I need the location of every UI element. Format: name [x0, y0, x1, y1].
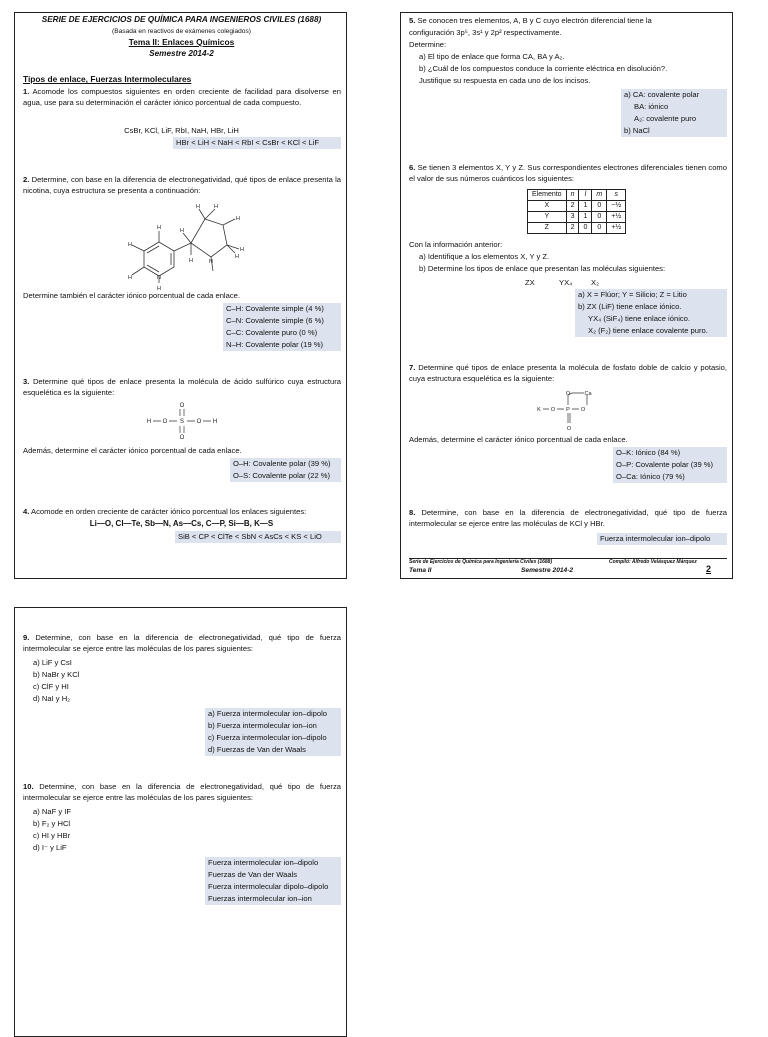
q10-item: a) NaF y IF [33, 807, 71, 816]
question-4: 4. Acomode en orden creciente de carácter iónico porcentual los enlaces siguientes: [23, 507, 307, 516]
q9-item: b) NaBr y KCl [33, 670, 80, 679]
atom-label-k: K [537, 407, 541, 413]
question-6: 6. Se tienen 3 elementos X, Y y Z. Sus correspondientes electrones diferenciales tienen como el valor de sus números cuánticos los siguientes: [409, 163, 727, 183]
q3-answer-box: O–H: Covalente polar (39 %) O–S: Covalente polar (22 %) [230, 458, 341, 482]
worksheet-page-3 [14, 607, 347, 1037]
worksheet-page-1 [14, 12, 347, 579]
q6-part-a: a) Identifique a los elementos X, Y y Z. [419, 252, 550, 261]
table-cell: +½ [607, 212, 626, 223]
q1-compound-list: CsBr, KCl, LiF, RbI, NaH, HBr, LiH [124, 126, 239, 135]
table-header: n [566, 190, 579, 201]
atom-label-o: O [162, 419, 168, 425]
table-cell: −½ [607, 201, 626, 212]
question-10: 10. Determine, con base en la diferencia de electronegatividad, qué tipo de fuerza intermolecular se ejerce entre las moléculas de los pares siguientes: [23, 782, 341, 802]
atom-label-h: H [214, 204, 218, 210]
page-subtitle: (Basada en reactivos de exámenes colegiados) [112, 28, 251, 35]
section-heading: Tipos de enlace, Fuerzas Intermoleculares [23, 74, 192, 84]
footer-tema: Tema II [409, 567, 432, 574]
table-header: s [607, 190, 626, 201]
atom-label-h: H [189, 258, 193, 264]
q5-part-a: a) El tipo de enlace que forma CA, BA y A₂. [419, 52, 565, 61]
q5-determine: Determine: [409, 40, 447, 49]
atom-label-o: O [179, 403, 185, 409]
sulfuric-acid-structure-diagram [143, 401, 223, 441]
q6-answer-box: a) X = Flúor; Y = Silicio; Z = Litio b) ZX (LiF) tiene enlace iónico. YX₄ (SiF₄) tiene enlace iónico. X₂ (F₂) tiene enlace covalente puro. [575, 289, 727, 337]
table-cell: 0 [592, 201, 607, 212]
question-8: 8. Determine, con base en la diferencia de electronegatividad, qué tipo de fuerza intermolecular se ejerce entre las moléculas de KCl y HBr. [409, 508, 727, 528]
q9-answer-box: a) Fuerza intermolecular ion–dipolo b) Fuerza intermolecular ion–ion c) Fuerza intermolecular ion–dipolo d) Fuerzas de Van der Waals [205, 708, 341, 756]
table-header-row [528, 190, 626, 201]
semestre-heading: Semestre 2014-2 [149, 49, 214, 58]
q5-justify: Justifique su respuesta en cada uno de los incisos. [419, 76, 591, 85]
footer-compiler: Compiló: Alfredo Velásquez Márquez [609, 559, 697, 565]
table-cell: 1 [579, 201, 592, 212]
atom-label-p: P [566, 407, 570, 413]
atom-label-o: O [580, 407, 586, 413]
table-header: l [579, 190, 592, 201]
tema-heading: Tema II: Enlaces Químicos [128, 37, 235, 47]
q4-bond-list: Li—O, Cl—Te, Sb—N, As—Cs, C—P, Si—B, K—S [89, 519, 274, 528]
q9-item: c) ClF y HI [33, 682, 69, 691]
page-number: 2 [706, 564, 712, 574]
atom-label-h: H [196, 204, 200, 210]
atom-label-h: H [240, 247, 244, 253]
atom-label-h: H [180, 228, 184, 234]
atom-label-h: H [236, 216, 240, 222]
table-cell: Y [528, 212, 567, 223]
atom-label-o: O [179, 435, 185, 441]
q1-answer-box: HBr < LiH < NaH < RbI < CsBr < KCl < LiF [173, 137, 341, 149]
q7-extra-text: Además, determine el carácter iónico porcentual de cada enlace. [409, 435, 628, 444]
table-cell: 2 [566, 223, 579, 234]
question-9: 9. Determine, con base en la diferencia de electronegatividad, qué tipo de fuerza intermolecular se ejerce entre las moléculas de los pares siguientes: [23, 633, 341, 653]
footer-series: Serie de Ejercicios de Química para Ingeniería Civiles (1688) [409, 559, 553, 565]
table-cell: 1 [579, 212, 592, 223]
q6-molecule: X₂ [591, 278, 600, 287]
atom-label-n: N [209, 259, 213, 265]
nicotine-structure-diagram [119, 201, 259, 291]
atom-label-ca: Ca [584, 391, 592, 397]
table-cell: +½ [607, 223, 626, 234]
atom-label-h: H [128, 275, 132, 281]
q6-part-b: b) Determine los tipos de enlace que presentan las moléculas siguientes: [419, 264, 666, 273]
table-cell: X [528, 201, 567, 212]
page-title: SERIE DE EJERCICIOS DE QUÍMICA PARA INGENIEROS CIVILES (1688) [41, 15, 322, 24]
quantum-numbers-table [527, 189, 626, 234]
q6-info: Con la información anterior: [409, 240, 503, 249]
footer-semestre: Semestre 2014-2 [521, 567, 574, 574]
q6-molecule: YX₄ [559, 278, 573, 287]
question-2: 2. Determine, con base en la diferencia de electronegatividad, qué tipos de enlace presenta la nicotina, cuya estructura se presenta a continuación: [23, 175, 341, 195]
table-row [528, 201, 626, 212]
atom-label-h: H [212, 419, 218, 425]
q9-item: d) NaI y H₂ [33, 694, 71, 703]
atom-label-s: S [179, 419, 185, 425]
q3-extra-text: Además, determine el carácter iónico porcentual de cada enlace. [23, 446, 242, 455]
q10-item: c) HI y HBr [33, 831, 71, 840]
table-row [528, 223, 626, 234]
q8-answer-box: Fuerza intermolecular ion–dipolo [597, 533, 727, 545]
q7-answer-box: O–K: Iónico (84 %) O–P: Covalente polar (39 %) O–Ca: Iónico (79 %) [613, 447, 727, 483]
question-5: 5. Se conocen tres elementos, A, B y C cuyo electrón diferencial tiene la [409, 16, 652, 25]
q10-item: b) F₂ y HCl [33, 819, 71, 828]
table-cell: 0 [579, 223, 592, 234]
atom-label-n: N [157, 275, 161, 281]
atom-label-o: O [565, 391, 571, 397]
table-cell: 0 [592, 212, 607, 223]
question-3: 3. Determine qué tipos de enlace presenta la molécula de ácido sulfúrico cuya estructura esquelética es la siguiente: [23, 377, 341, 397]
table-cell: 3 [566, 212, 579, 223]
worksheet-page-2 [400, 12, 733, 579]
phosphate-structure-diagram [535, 387, 605, 431]
q10-item: d) I⁻ y LiF [33, 843, 67, 852]
table-header: Elemento [528, 190, 567, 201]
question-1: 1. Acomode los compuestos siguientes en orden creciente de facilidad para disolverse en agua, use para su determinación el carácter iónico porcentual de cada compuesto. [23, 87, 341, 107]
q9-item: a) LiF y CsI [33, 658, 72, 667]
atom-label-h: H [157, 286, 161, 292]
table-cell: Z [528, 223, 567, 234]
q2-extra-text: Determine también el carácter iónico porcentual de cada enlace. [23, 291, 240, 300]
atom-label-h: H [157, 225, 161, 231]
q2-answer-box: C–H: Covalente simple (4 %) C–N: Covalente simple (6 %) C–C: Covalente puro (0 %) N–H: Covalente polar (19 %) [223, 303, 341, 351]
q4-answer-box: SiB < CP < ClTe < SbN < AsCs < KS < LiO [175, 531, 341, 543]
table-cell: 0 [592, 223, 607, 234]
atom-label-h: H [128, 242, 132, 248]
q5-part-b: b) ¿Cuál de los compuestos conduce la corriente eléctrica en disolución?. [419, 64, 668, 73]
q5-answer-box: a) CA: covalente polar BA: iónico A₂: covalente puro b) NaCl [621, 89, 727, 137]
atom-label-h: H [235, 254, 239, 260]
question-7: 7. Determine qué tipos de enlace presenta la molécula de fosfato doble de calcio y potasio, cuya estructura esquelética es la siguiente: [409, 363, 727, 383]
table-header: m [592, 190, 607, 201]
q5-configuration: configuración 3p⁵, 3s¹ y 2p² respectivamente. [409, 28, 562, 37]
atom-label-o: O [196, 419, 202, 425]
table-row [528, 212, 626, 223]
table-cell: 2 [566, 201, 579, 212]
atom-label-o: O [566, 426, 572, 432]
atom-label-h: H [146, 419, 152, 425]
atom-label-o: O [550, 407, 556, 413]
q6-molecule: ZX [525, 278, 535, 287]
q10-answer-box: Fuerza intermolecular ion–dipolo Fuerzas de Van der Waals Fuerza intermolecular dipolo–dipolo Fuerzas intermolecular ion–ion [205, 857, 341, 905]
